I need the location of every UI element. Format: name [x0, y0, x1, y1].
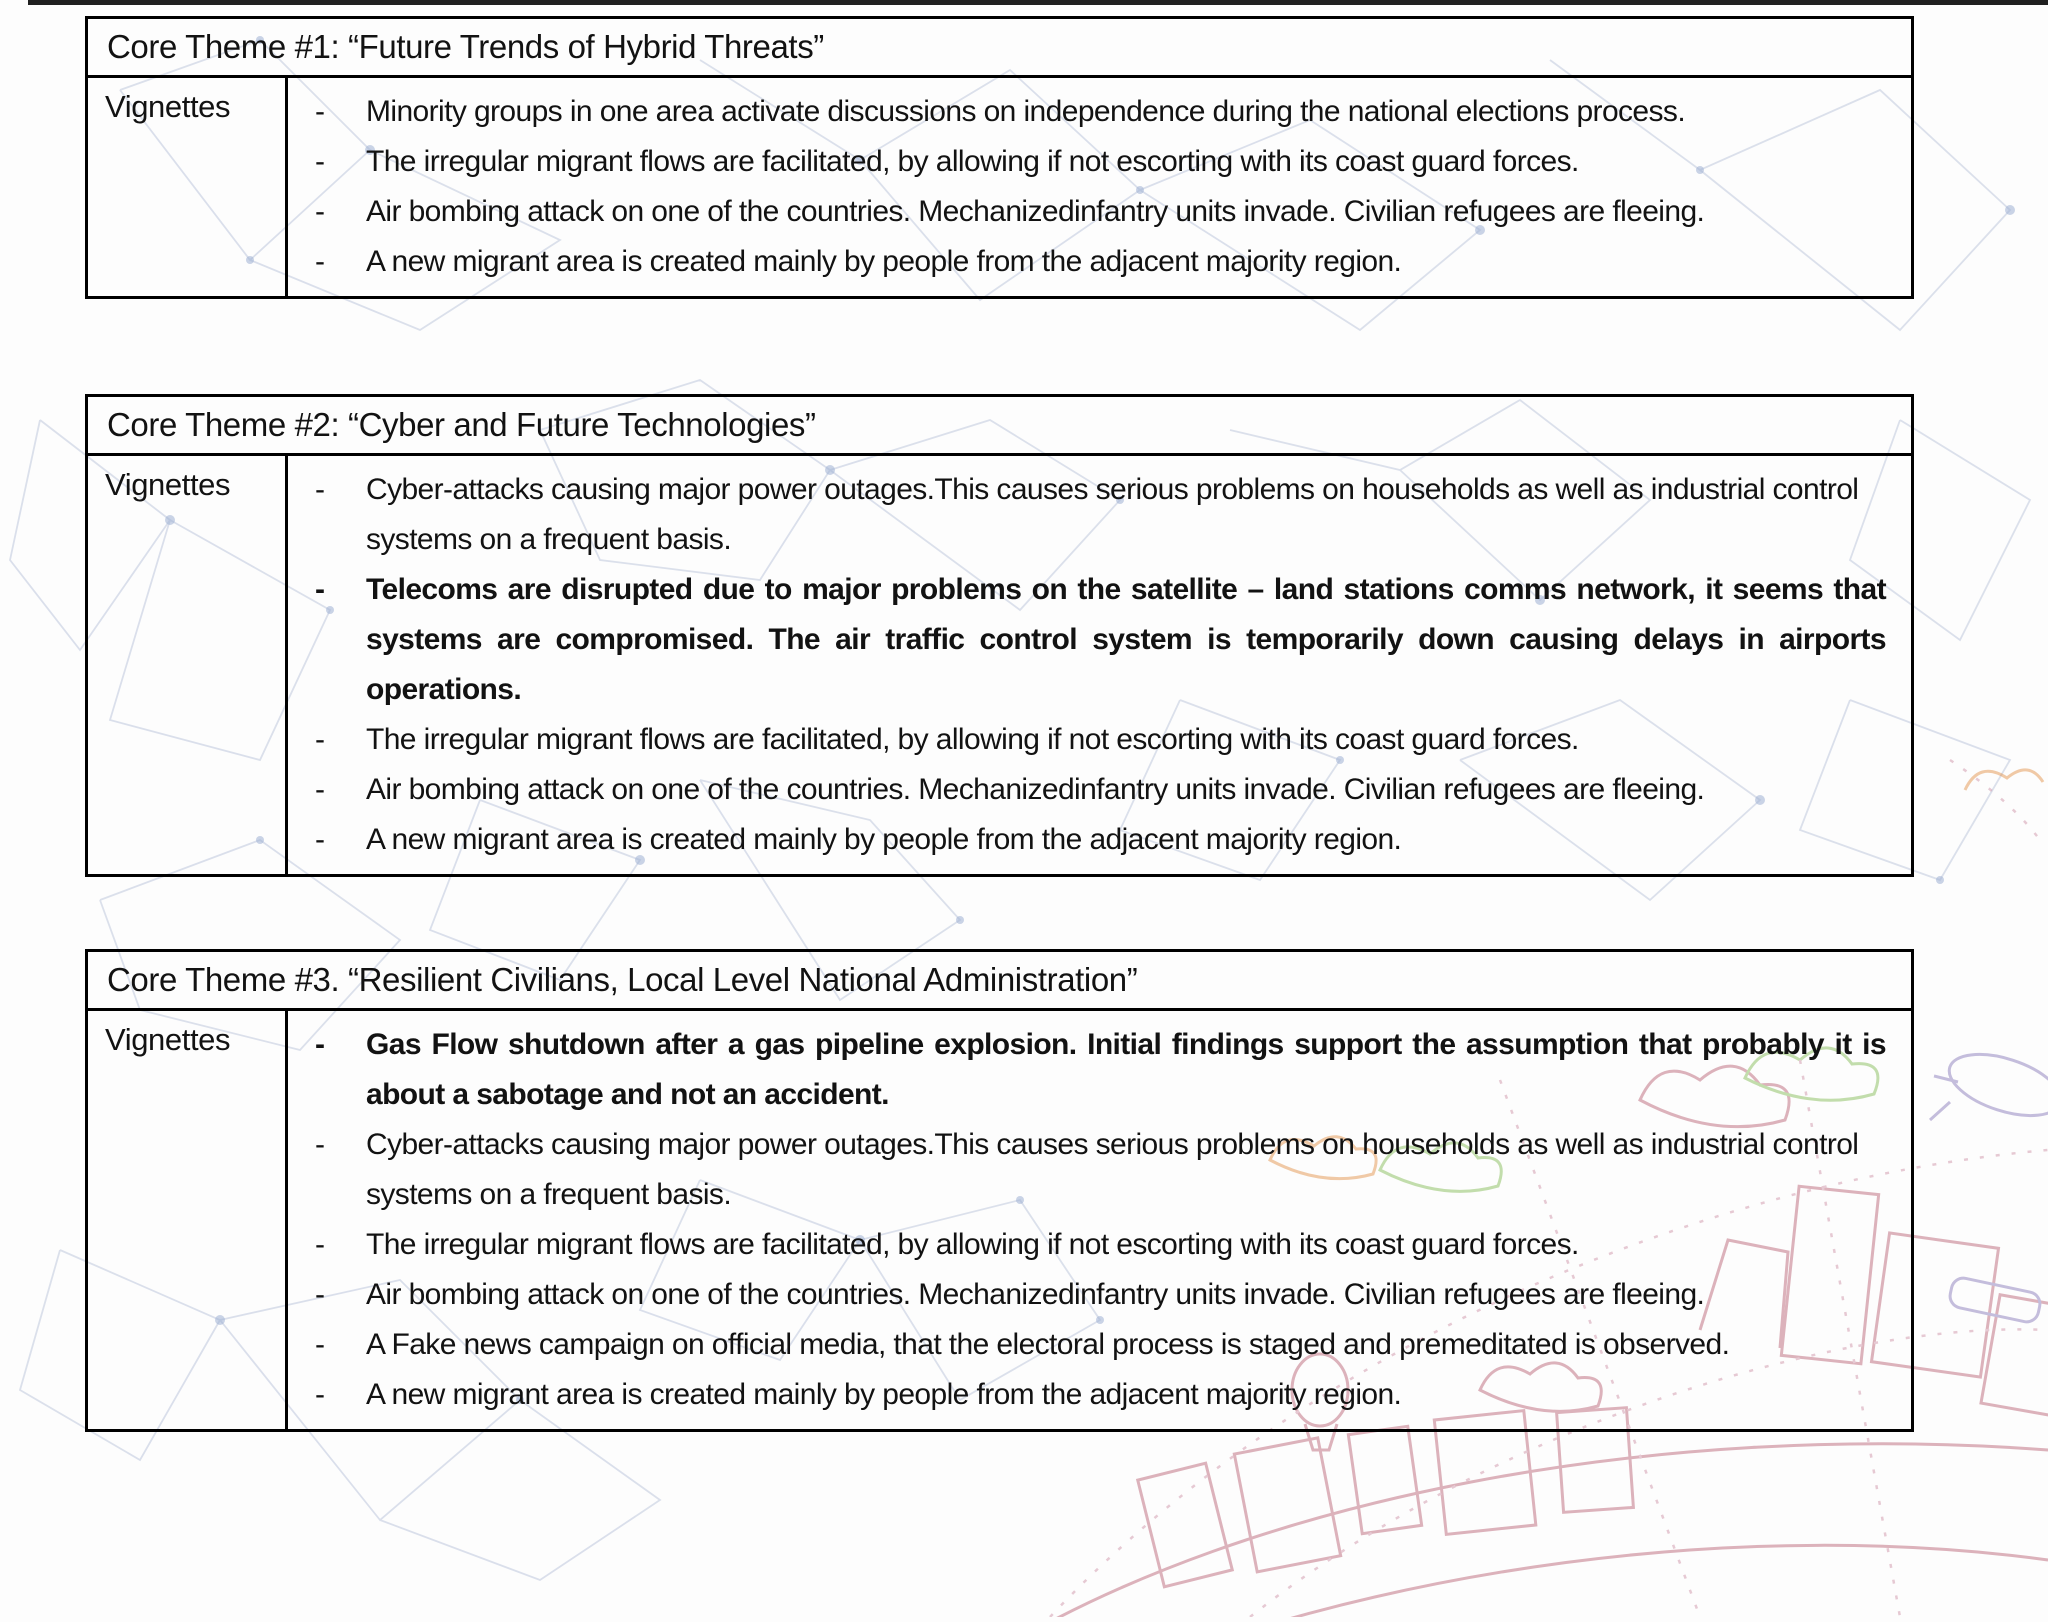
bullet-dash: - — [315, 1378, 325, 1411]
bullet-dash: - — [315, 1028, 325, 1061]
vignettes-cell — [287, 77, 1913, 298]
bullet-dash: - — [315, 145, 325, 178]
bullet-dash: - — [315, 1278, 325, 1311]
vignette-text: Telecoms are disrupted due to major problems on the satellite – land stations comms network, it seems that systems are compromised. The air traffic control system is temporarily down causing delays in airports operations. — [366, 573, 1886, 706]
vignette-text: A Fake news campaign on official media, that the electoral process is staged and premeditated is observed. — [366, 1328, 1730, 1361]
bullet-dash: - — [315, 1328, 325, 1361]
vignette-item — [288, 565, 1886, 715]
vignette-item — [288, 87, 1886, 137]
bullet-dash: - — [315, 473, 325, 506]
core-theme-table-3 — [85, 949, 1914, 1432]
vignette-item — [288, 815, 1886, 865]
vignette-item — [288, 1020, 1886, 1120]
vignette-text: The irregular migrant flows are facilitated, by allowing if not escorting with its coast guard forces. — [366, 145, 1579, 178]
document-page — [85, 16, 1914, 1432]
core-theme-table-1 — [85, 16, 1914, 299]
vignette-list — [288, 1020, 1886, 1420]
bullet-dash: - — [315, 95, 325, 128]
vignette-item — [288, 715, 1886, 765]
bullet-dash: - — [315, 773, 325, 806]
row-label: Vignettes — [87, 1010, 287, 1431]
bullet-dash: - — [315, 723, 325, 756]
vignette-item — [288, 237, 1886, 287]
table-title: Core Theme #1: “Future Trends of Hybrid Threats” — [87, 18, 1913, 77]
bullet-dash: - — [315, 1128, 325, 1161]
vignette-text: A new migrant area is created mainly by people from the adjacent majority region. — [366, 245, 1402, 278]
vignette-item — [288, 1270, 1886, 1320]
vignette-item — [288, 765, 1886, 815]
vignette-text: Gas Flow shutdown after a gas pipeline explosion. Initial findings support the assumption that probably it is about a sabotage and not an accident. — [366, 1028, 1886, 1111]
vignette-item — [288, 1370, 1886, 1420]
vignette-text: Cyber-attacks causing major power outages.This causes serious problems on households as well as industrial control systems on a frequent basis. — [366, 1128, 1859, 1211]
bullet-dash: - — [315, 573, 325, 606]
top-edge-bar — [28, 0, 2048, 5]
vignette-text: Air bombing attack on one of the countries. Mechanizedinfantry units invade. Civilian refugees are fleeing. — [366, 1278, 1705, 1311]
vignette-text: The irregular migrant flows are facilitated, by allowing if not escorting with its coast guard forces. — [366, 1228, 1579, 1261]
vignette-item — [288, 137, 1886, 187]
table-title: Core Theme #2: “Cyber and Future Technologies” — [87, 396, 1913, 455]
vignette-list — [288, 87, 1886, 287]
bullet-dash: - — [315, 195, 325, 228]
vignette-item — [288, 187, 1886, 237]
vignettes-cell — [287, 455, 1913, 876]
bullet-dash: - — [315, 823, 325, 856]
vignette-text: Air bombing attack on one of the countries. Mechanizedinfantry units invade. Civilian refugees are fleeing. — [366, 195, 1705, 228]
bullet-dash: - — [315, 245, 325, 278]
row-label: Vignettes — [87, 455, 287, 876]
vignette-item — [288, 1320, 1886, 1370]
vignette-item — [288, 1120, 1886, 1220]
bullet-dash: - — [315, 1228, 325, 1261]
vignette-item — [288, 1220, 1886, 1270]
vignette-text: Air bombing attack on one of the countries. Mechanizedinfantry units invade. Civilian refugees are fleeing. — [366, 773, 1705, 806]
vignette-text: Minority groups in one area activate discussions on independence during the national elections process. — [366, 95, 1686, 128]
vignette-list — [288, 465, 1886, 865]
vignette-text: The irregular migrant flows are facilitated, by allowing if not escorting with its coast guard forces. — [366, 723, 1579, 756]
vignette-item — [288, 465, 1886, 565]
core-theme-table-2 — [85, 394, 1914, 877]
table-title: Core Theme #3. “Resilient Civilians, Local Level National Administration” — [87, 951, 1913, 1010]
vignettes-cell — [287, 1010, 1913, 1431]
row-label: Vignettes — [87, 77, 287, 298]
vignette-text: A new migrant area is created mainly by people from the adjacent majority region. — [366, 1378, 1402, 1411]
vignette-text: Cyber-attacks causing major power outages.This causes serious problems on households as well as industrial control systems on a frequent basis. — [366, 473, 1859, 556]
vignette-text: A new migrant area is created mainly by people from the adjacent majority region. — [366, 823, 1402, 856]
